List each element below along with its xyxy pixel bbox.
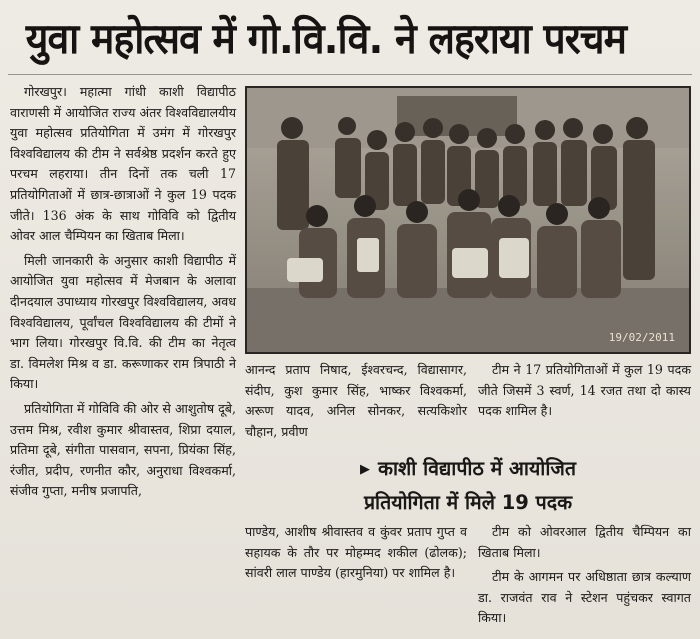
triangle-bullet-icon: ▶ bbox=[360, 462, 370, 477]
subheading bbox=[245, 452, 691, 524]
participants-paragraph: प्रतियोगिता में गोविवि की ओर से आशुतोष दूबे, उत्तम मिश्र, रवीश कुमार श्रीवास्तव, शिप्रा दयाल, प्रतिमा दूबे, संगीता पासवान, सपना, प्रियंका सिंह, रंजीत, प्रदीप, रणनीत कौर, अनुराधा विश्वकर्मा, संजीव गुप्ता, मनीष प्रजापति, bbox=[10, 400, 236, 499]
accompanists-paragraph: पाण्डेय, आशीष श्रीवास्तव व कुंवर प्रताप गुप्त व सहायक के तौर पर मोहम्मद शकील (ढोलक); सांवरी लाल पाण्डेय (हारमुनिया) पर शामिल है। bbox=[245, 524, 467, 581]
team-photo bbox=[245, 86, 691, 354]
subheading-line-2: प्रतियोगिता में मिले 19 पदक bbox=[363, 491, 573, 514]
headline-divider bbox=[8, 74, 692, 75]
right-column-bottom bbox=[478, 522, 691, 629]
left-column bbox=[10, 82, 236, 502]
lead-paragraph: गोरखपुर। महात्मा गांधी काशी विद्यापीठ वाराणसी में आयोजित राज्य अंतर विश्वविद्यालयीय युवा महोत्सव प्रतियोगिता में उमंग में गोरखपुर विश्वविद्यालय की टीम ने सर्वश्रेष्ठ प्रदर्शन करते हुए परचम लहराया। तीन दिनों तक चली 17 प्रतियोगिताओं में छात्र-छात्राओं ने कुल 19 पदक जीते। 136 अंक के साथ गोविवि को द्वितीय ओवर आल चैम्पियन का खिताब मिला। bbox=[10, 84, 236, 244]
participants-continued: आनन्द प्रताप निषाद, ईश्वरचन्द, विद्यासागर, संदीप, कुश कुमार सिंह, भाष्कर विश्वकर्मा, अरूण यादव, अनिल सोनकर, सत्यकिशोर चौहान, प्रवीण bbox=[245, 362, 467, 439]
medals-paragraph: टीम ने 17 प्रतियोगिताओं में कुल 19 पदक जीते जिसमें 3 स्वर्ण, 14 रजत तथा दो कास्य पदक शामिल है। bbox=[478, 362, 691, 419]
photo-date-stamp: 19/02/2011 bbox=[608, 331, 675, 344]
right-column-top bbox=[478, 360, 691, 422]
details-paragraph: मिली जानकारी के अनुसार काशी विद्यापीठ में आयोजित युवा महोत्सव में मेजबान के अलावा दीनदयाल उपाध्याय गोरखपुर विश्वविद्यालय, अवध विश्वविद्यालय, पूर्वांचल विश्वविद्यालय की टीमों ने भाग लिया। गोरखपुर वि.वि. की टीम का नेतृत्व डा. विमलेश मिश्र व डा. करूणाकर राम त्रिपाठी ने किया। bbox=[10, 252, 236, 392]
middle-column-bottom bbox=[245, 522, 467, 584]
overall-champion-paragraph: टीम को ओवरआल द्वितीय चैम्पियन का खिताब मिला। bbox=[478, 524, 691, 560]
middle-column-top bbox=[245, 360, 467, 442]
headline: युवा महोत्सव में गो.वि.वि. ने लहराया परचम bbox=[25, 14, 627, 63]
subheading-line-1: ▶ काशी विद्यापीठ में आयोजित bbox=[360, 457, 576, 480]
welcome-paragraph: टीम के आगमन पर अधिष्ठाता छात्र कल्याण डा. राजवंत राव ने स्टेशन पहुंचकर स्वागत किया। bbox=[478, 569, 691, 626]
team-photo-image bbox=[247, 88, 689, 352]
